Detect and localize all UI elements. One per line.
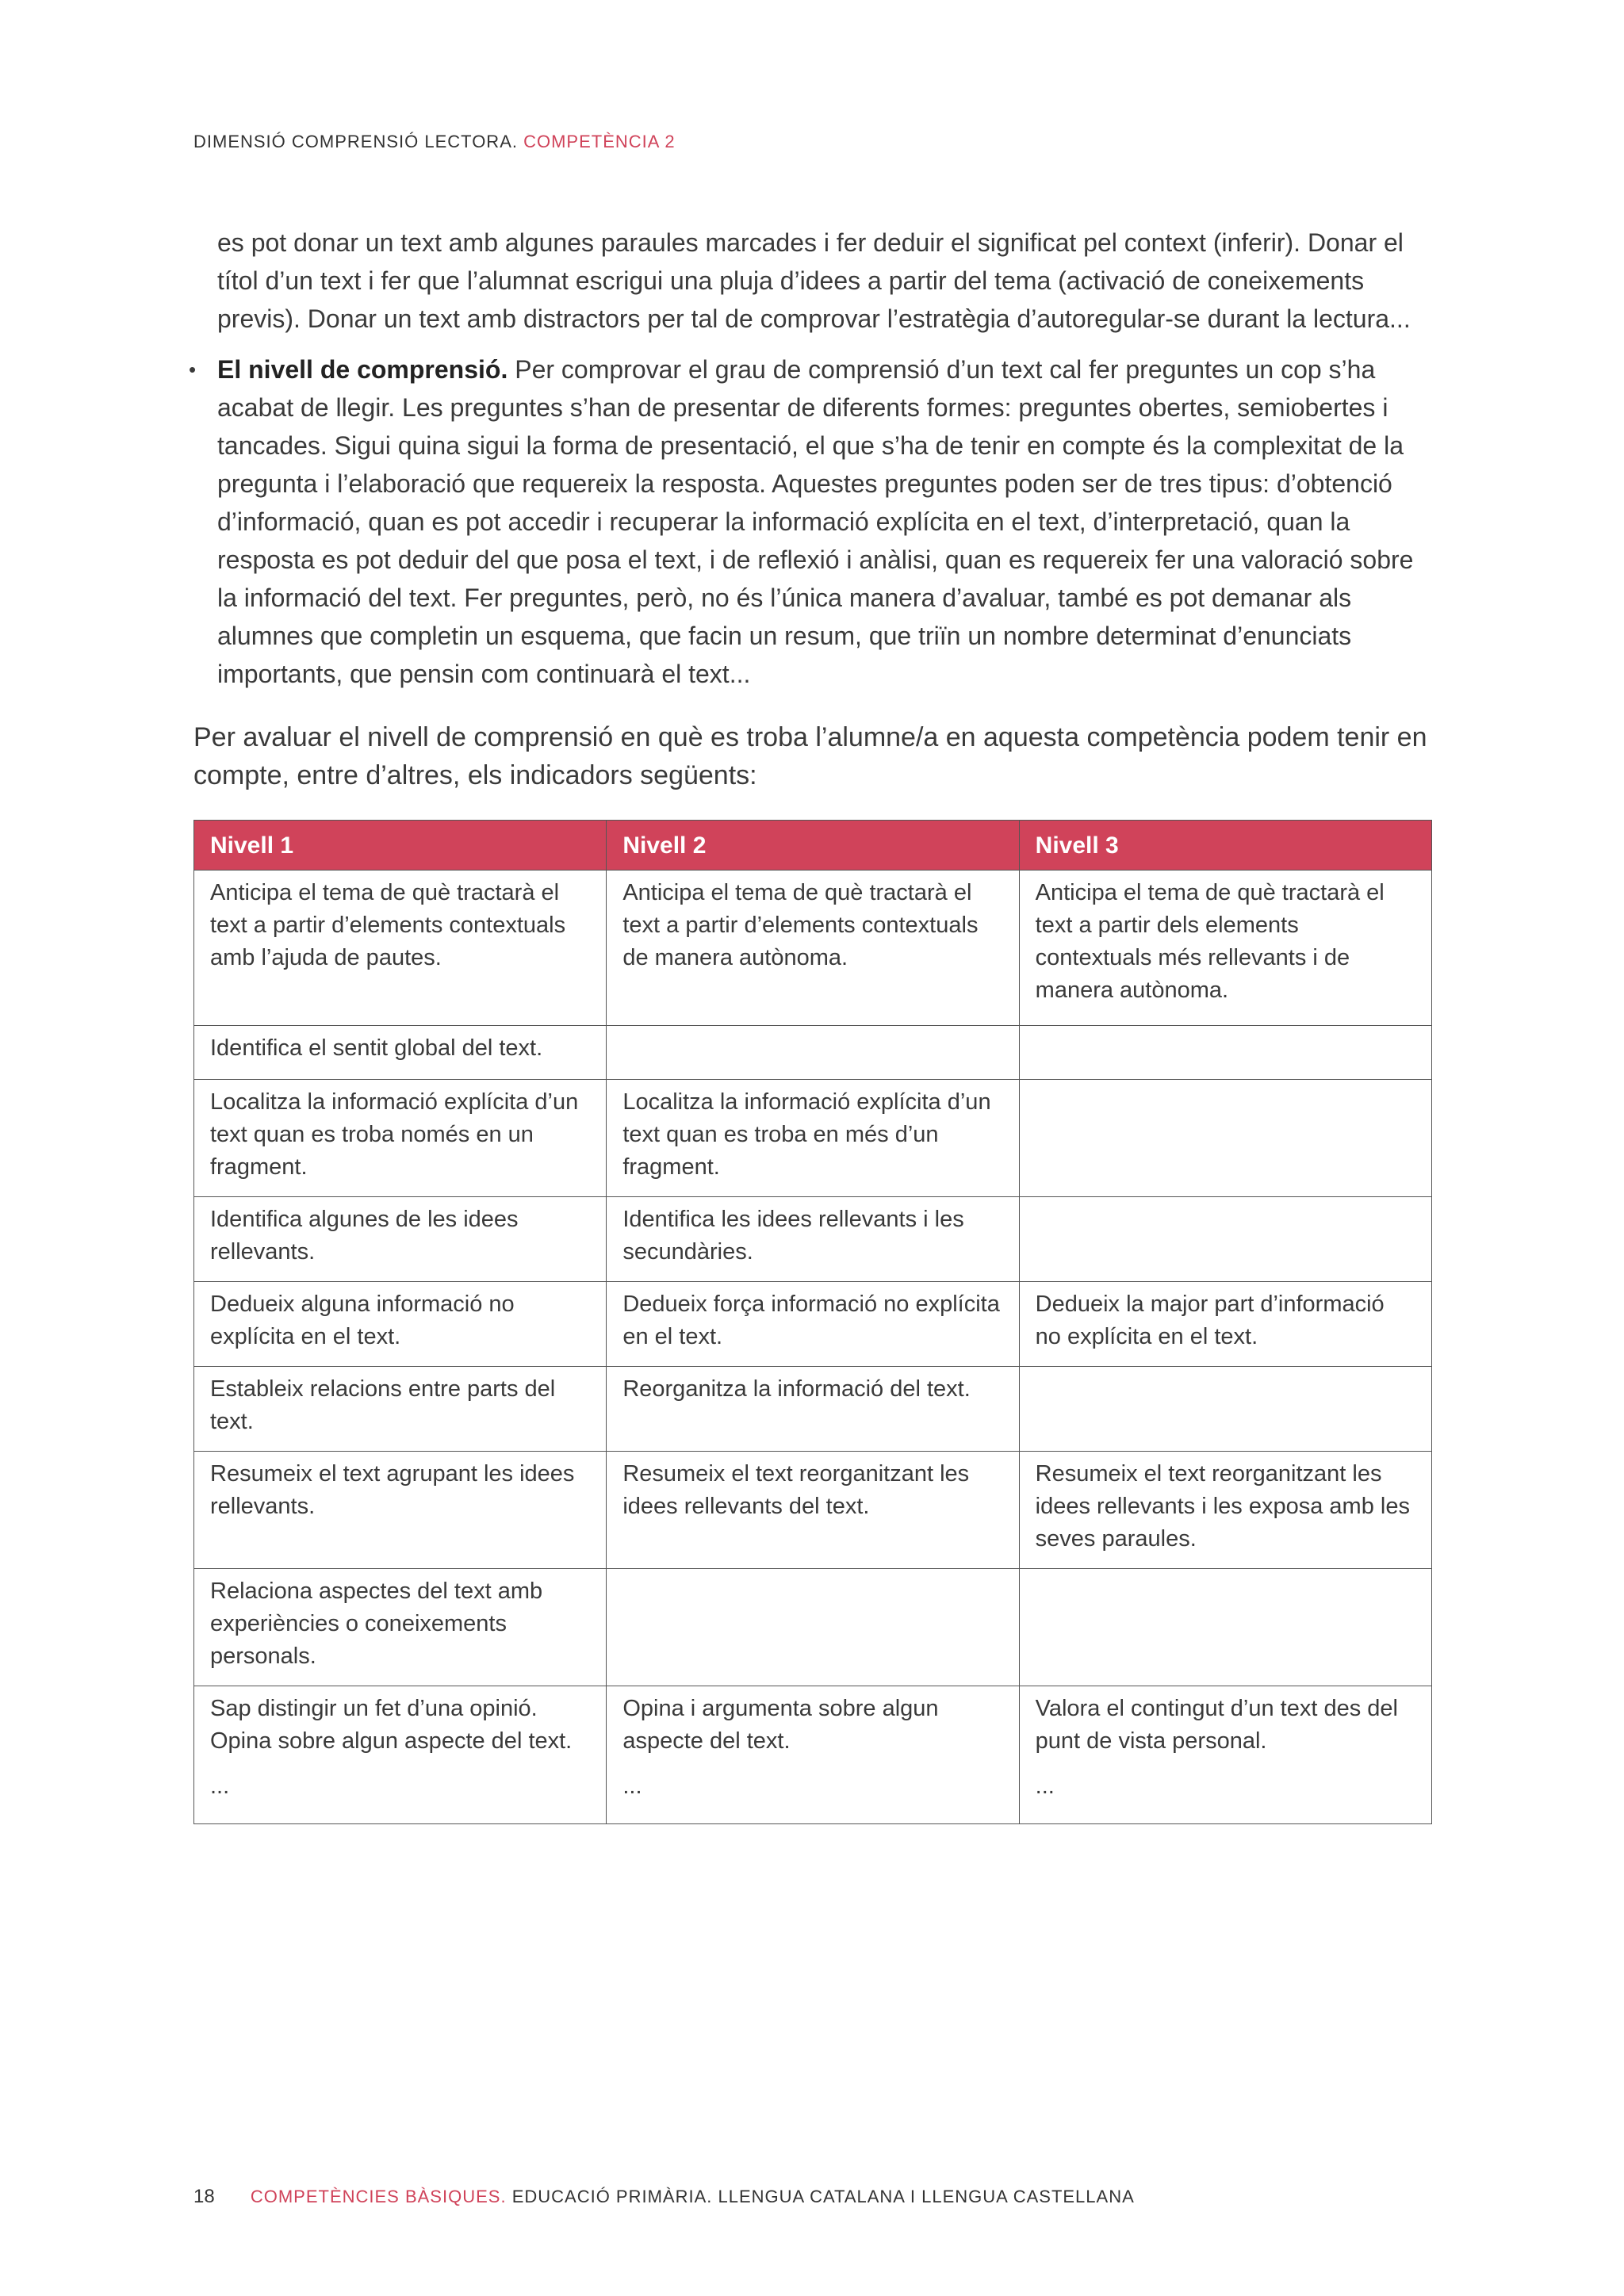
bullet-text (217, 350, 1433, 693)
table-cell: Dedueix força informació no explícita en el text. (607, 1282, 1019, 1367)
table-row (194, 1569, 1432, 1686)
running-footer (193, 2186, 1135, 2208)
table-row (194, 1282, 1432, 1367)
table-cell: Dedueix alguna informació no explícita en el text. (194, 1282, 607, 1367)
table-cell (1019, 1569, 1431, 1686)
table-cell (1019, 1367, 1431, 1452)
table-header-row (194, 821, 1432, 871)
bullet-marker: • (189, 358, 197, 381)
table-cell: Anticipa el tema de què tractarà el text a partir d’elements contextuals de manera autònoma. (607, 871, 1019, 1026)
table-cell: Identifica les idees rellevants i les secundàries. (607, 1197, 1019, 1282)
table-row (194, 1686, 1432, 1824)
cell-ellipsis: ... (1035, 1774, 1055, 1799)
table-row (194, 1026, 1432, 1080)
page-number: 18 (193, 2186, 215, 2207)
header-nivell-2: Nivell 2 (607, 821, 1019, 871)
table-cell (607, 1026, 1019, 1080)
bullet-title: El nivell de comprensió. (217, 355, 508, 384)
footer-series: COMPETÈNCIES BÀSIQUES. (250, 2187, 507, 2206)
table-cell (1019, 1686, 1431, 1824)
table-cell: Resumeix el text reorganitzant les idees rellevants del text. (607, 1452, 1019, 1569)
header-nivell-1: Nivell 1 (194, 821, 607, 871)
footer-subtitle: EDUCACIÓ PRIMÀRIA. LLENGUA CATALANA I LLENGUA CASTELLANA (511, 2187, 1135, 2206)
table-cell: Localitza la informació explícita d’un text quan es troba només en un fragment. (194, 1080, 607, 1197)
table-cell (194, 1686, 607, 1824)
table-cell: Anticipa el tema de què tractarà el text a partir d’elements contextuals amb l’ajuda de pautes. (194, 871, 607, 1026)
table-row (194, 871, 1432, 1026)
cell-text: Valora el contingut d’un text des del punt de vista personal. (1035, 1696, 1398, 1754)
continuation-paragraph: es pot donar un text amb algunes paraules marcades i fer deduir el significat pel context (inferir). Donar el títol d’un text i fer que l’alumnat escrigui una pluja d’idees a partir del tema (activació de coneixements previs). Donar un text amb distractors per tal de comprovar l’estratègia d’autoregular-se durant la lectura... (217, 228, 1411, 333)
table-cell: Identifica algunes de les idees rellevants. (194, 1197, 607, 1282)
table-cell: Localitza la informació explícita d’un text quan es troba en més d’un fragment. (607, 1080, 1019, 1197)
cell-text: Sap distingir un fet d’una opinió. Opina sobre algun aspecte del text. (210, 1696, 573, 1754)
header-nivell-3: Nivell 3 (1019, 821, 1431, 871)
cell-ellipsis: ... (210, 1774, 230, 1799)
table-cell: Anticipa el tema de què tractarà el text a partir dels elements contextuals més rellevants i de manera autònoma. (1019, 871, 1431, 1026)
table-row (194, 1080, 1432, 1197)
table-cell (607, 1569, 1019, 1686)
table-cell (1019, 1197, 1431, 1282)
table-row (194, 1452, 1432, 1569)
table-cell: Estableix relacions entre parts del text. (194, 1367, 607, 1452)
cell-text: Opina i argumenta sobre algun aspecte del text. (622, 1696, 939, 1754)
table-cell: Identifica el sentit global del text. (194, 1026, 607, 1080)
table-row (194, 1197, 1432, 1282)
indicators-table (193, 820, 1432, 1824)
table-cell: Resumeix el text reorganitzant les idees rellevants i les exposa amb les seves paraules. (1019, 1452, 1431, 1569)
intro-paragraph: Per avaluar el nivell de comprensió en què es troba l’alumne/a en aquesta competència podem tenir en compte, entre d’altres, els indicadors següents: (193, 722, 1427, 790)
bullet-comprehension-level (189, 350, 1433, 693)
table-cell: Dedueix la major part d’informació no explícita en el text. (1019, 1282, 1431, 1367)
table-cell: Reorganitza la informació del text. (607, 1367, 1019, 1452)
table-cell (1019, 1026, 1431, 1080)
running-header (193, 132, 676, 152)
table-cell: Resumeix el text agrupant les idees rellevants. (194, 1452, 607, 1569)
header-competence: COMPETÈNCIA 2 (523, 132, 676, 151)
table-cell (607, 1686, 1019, 1824)
table-cell: Relaciona aspectes del text amb experiències o coneixements personals. (194, 1569, 607, 1686)
header-section: DIMENSIÓ COMPRENSIÓ LECTORA. (193, 132, 518, 151)
table-cell (1019, 1080, 1431, 1197)
cell-ellipsis: ... (622, 1774, 642, 1799)
bullet-body: Per comprovar el grau de comprensió d’un text cal fer preguntes un cop s’ha acabat de llegir. Les preguntes s’han de presentar de diferents formes: preguntes obertes, semiobertes i tancades. Sigui quina sigui la forma de presentació, el que s’ha de tenir en compte és la complexitat de la pregunta i l’elaboració que requereix la resposta. Aquestes preguntes poden ser de tres tipus: d’obtenció d’informació, quan es pot accedir i recuperar la informació explícita en el text, d’interpretació, quan la resposta es pot deduir del que posa el text, i de reflexió i anàlisi, quan es requereix fer una valoració sobre la informació del text. Fer preguntes, però, no és l’única manera d’avaluar, també es pot demanar als alumnes que completin un esquema, que facin un resum, que triïn un nombre determinat d’enunciats importants, que pensin com continuarà el text... (217, 355, 1414, 688)
table-row (194, 1367, 1432, 1452)
